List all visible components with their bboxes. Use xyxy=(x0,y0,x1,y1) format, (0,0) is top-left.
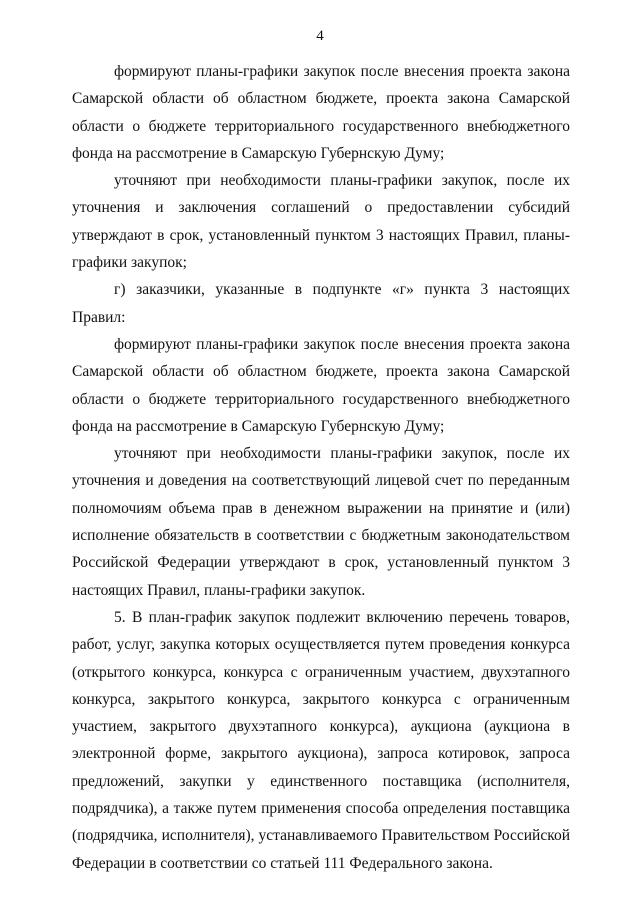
paragraph-refine-plans-subsidies: уточняют при необходимости планы-графики закупок, после их уточнения и заключения соглашений о предоставлении субсидий утверждают в срок, установленный пунктом 3 настоящих Правил, планы-графики закупок; xyxy=(72,172,570,272)
page-number: 4 xyxy=(316,28,324,44)
document-body xyxy=(72,58,570,877)
paragraph-refine-plans-delegated: уточняют при необходимости планы-графики закупок, после их уточнения и доведения на соответствующий лицевой счет по переданным полномочиям объема прав в денежном выражении на принятие и (или) исполнение обязательств в соответствии с бюджетным законодательством Российской Федерации утверждают в срок, установленный пунктом 3 настоящих Правил, планы-графики закупок. xyxy=(72,445,570,599)
paragraph-form-plans-budget: формируют планы-графики закупок после внесения проекта закона Самарской области об областном бюджете, проекта закона Самарской области о бюджете территориального государственного внебюджетного фонда на рассмотрение в Самарскую Губернскую Думу; xyxy=(72,63,570,162)
paragraph-item-5-plan-contents: 5. В план-график закупок подлежит включению перечень товаров, работ, услуг, закупка которых осуществляется путем проведения конкурса (открытого конкурса, конкурса с ограниченным участием, двухэтапного конкурса, закрытого конкурса, закрытого конкурса с ограниченным участием, закрытого двухэтапного конкурса), аукциона (аукциона в электронной форме, закрытого аукциона), запроса котировок, запроса предложений, закупки у единственного поставщика (исполнителя, подрядчика), а также путем применения способа определения поставщика (подрядчика, исполнителя), устанавливаемого Правительством Российской Федерации в соответствии со статьей 111 Федерального закона. xyxy=(72,608,570,872)
paragraph-customers-subpoint-g: г) заказчики, указанные в подпункте «г» пункта 3 настоящих Правил: xyxy=(72,281,570,326)
paragraph-form-plans-budget-g: формируют планы-графики закупок после внесения проекта закона Самарской области об областном бюджете, проекта закона Самарской области о бюджете территориального государственного внебюджетного фонда на рассмотрение в Самарскую Губернскую Думу; xyxy=(72,335,570,435)
